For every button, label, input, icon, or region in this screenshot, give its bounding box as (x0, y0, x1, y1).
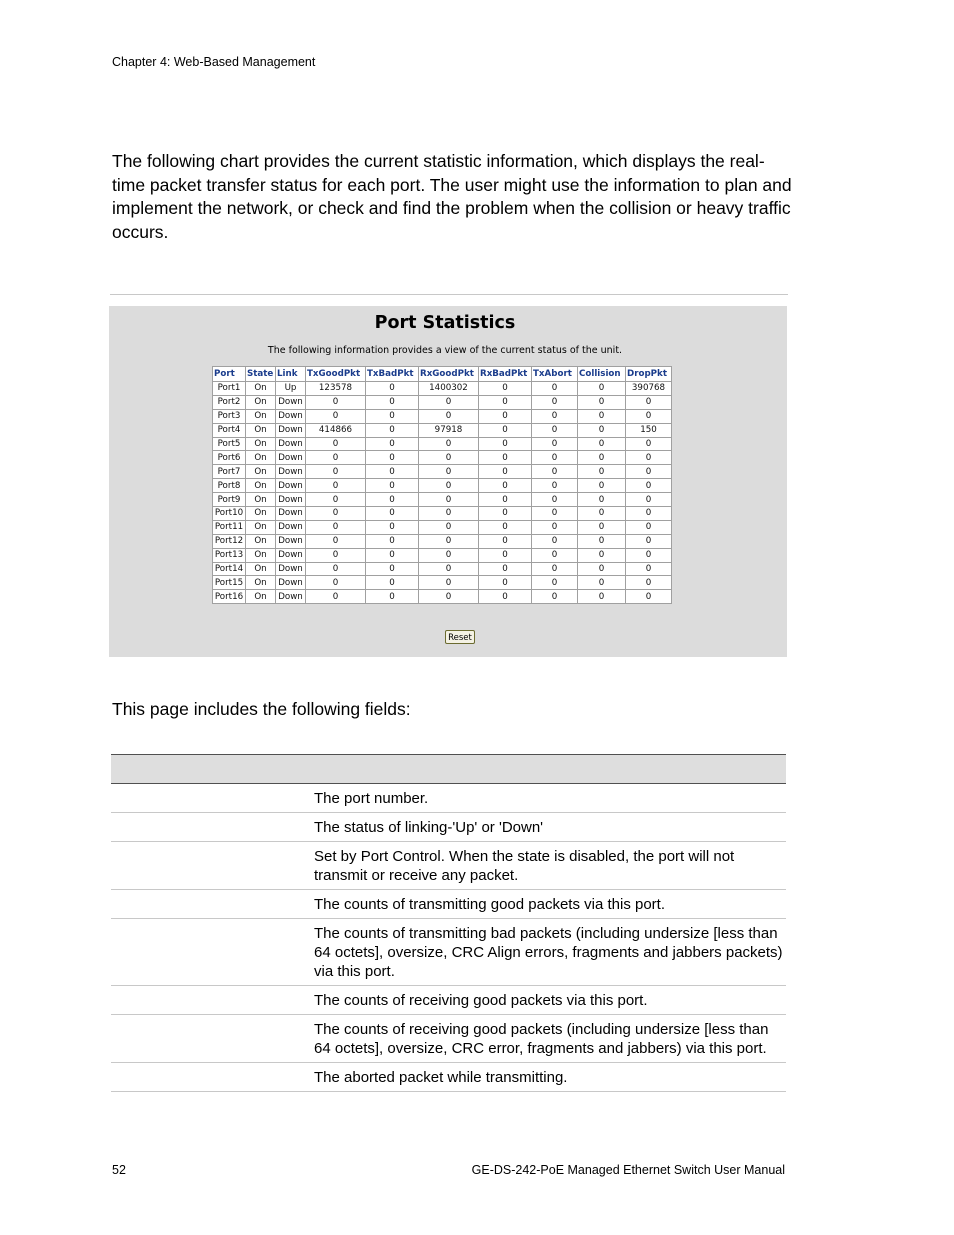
field-description: Set by Port Control. When the state is disabled, the port will not transmit or receive any packet. (314, 848, 735, 884)
table-cell: 0 (479, 410, 531, 423)
table-cell: 0 (479, 465, 531, 478)
table-cell: 0 (578, 535, 625, 548)
table-cell: Port5 (213, 438, 245, 451)
table-cell: 0 (306, 438, 365, 451)
table-cell: 0 (366, 521, 418, 534)
table-cell: 0 (366, 465, 418, 478)
table-cell: 0 (306, 590, 365, 603)
column-header: DropPkt (626, 367, 671, 381)
intro-paragraph: The following chart provides the current statistic information, which displays the real-time packet transfer status for each port. The user might use the information to plan and implement the network, or check and find the problem when the collision or heavy traffic occurs. (112, 151, 792, 242)
table-cell: 0 (532, 549, 577, 562)
table-cell: 0 (306, 451, 365, 464)
table-cell: 0 (306, 521, 365, 534)
table-cell: 0 (626, 493, 671, 506)
table-cell: 0 (306, 507, 365, 520)
field-row (111, 1063, 786, 1092)
table-cell: Port9 (213, 493, 245, 506)
table-row (213, 521, 671, 534)
field-description: The aborted packet while transmitting. (314, 1069, 568, 1086)
table-cell: On (246, 451, 275, 464)
table-cell: 0 (532, 493, 577, 506)
table-cell: 0 (419, 590, 478, 603)
table-cell: On (246, 549, 275, 562)
table-cell: On (246, 438, 275, 451)
table-cell: 0 (578, 465, 625, 478)
table-cell: 0 (366, 549, 418, 562)
field-description: The counts of receiving good packets via this port. (314, 992, 648, 1009)
table-cell: 0 (578, 507, 625, 520)
table-cell: 0 (532, 438, 577, 451)
table-cell: Down (276, 521, 305, 534)
table-cell: 0 (626, 521, 671, 534)
table-cell: 0 (532, 590, 577, 603)
table-cell: 0 (366, 424, 418, 437)
table-cell: 0 (306, 479, 365, 492)
table-row (213, 563, 671, 576)
table-cell: 0 (626, 465, 671, 478)
table-cell: 0 (419, 438, 478, 451)
table-cell: 0 (626, 563, 671, 576)
table-cell: 0 (419, 479, 478, 492)
table-row (213, 507, 671, 520)
table-cell: 0 (479, 507, 531, 520)
table-cell: On (246, 493, 275, 506)
table-cell: Port3 (213, 410, 245, 423)
table-cell: 0 (532, 521, 577, 534)
field-row (111, 986, 786, 1015)
screenshot-title: Port Statistics (374, 313, 516, 333)
table-cell: Down (276, 410, 305, 423)
table-cell: 0 (306, 396, 365, 409)
table-cell: 0 (366, 479, 418, 492)
table-cell: 0 (578, 424, 625, 437)
field-description-table (111, 754, 786, 1092)
table-cell: 0 (366, 396, 418, 409)
table-cell: On (246, 576, 275, 589)
table-cell: 0 (532, 424, 577, 437)
table-cell: 0 (419, 493, 478, 506)
table-cell: 150 (626, 424, 671, 437)
table-cell: 0 (419, 451, 478, 464)
table-cell: 0 (532, 396, 577, 409)
statistics-table-viewport[interactable] (212, 366, 678, 617)
table-cell: 0 (626, 535, 671, 548)
column-header: Port (213, 367, 245, 381)
table-cell: On (246, 590, 275, 603)
table-cell: Up (276, 382, 305, 395)
port-statistics-screenshot (109, 306, 787, 657)
table-cell: On (246, 410, 275, 423)
table-cell: 0 (532, 576, 577, 589)
table-row (213, 382, 671, 395)
table-cell: 0 (366, 382, 418, 395)
table-cell: 0 (479, 521, 531, 534)
table-cell: 0 (366, 507, 418, 520)
table-row (213, 396, 671, 409)
column-header: TxGoodPkt (306, 367, 365, 381)
column-header: State (247, 369, 274, 379)
column-header: RxBadPkt (479, 367, 531, 381)
table-cell: On (246, 396, 275, 409)
table-cell: 0 (578, 590, 625, 603)
table-cell: 0 (419, 535, 478, 548)
table-cell: Down (276, 493, 305, 506)
table-cell: 0 (578, 382, 625, 395)
table-cell: 0 (479, 535, 531, 548)
field-table-header (111, 754, 786, 784)
table-cell: Port14 (214, 564, 244, 575)
column-header: Collision (578, 367, 625, 381)
table-cell: 0 (479, 451, 531, 464)
table-row (213, 410, 671, 423)
table-row (213, 590, 671, 603)
table-cell: Down (276, 576, 305, 589)
table-cell: 97918 (419, 424, 478, 437)
table-cell: On (246, 563, 275, 576)
table-cell: On (246, 535, 275, 548)
table-cell: 0 (626, 507, 671, 520)
running-header: Chapter 4: Web-Based Management (112, 55, 316, 69)
table-row (213, 465, 671, 478)
table-cell: Port1 (213, 382, 245, 395)
table-cell: Down (276, 479, 305, 492)
table-cell: 0 (366, 451, 418, 464)
table-cell: 0 (578, 493, 625, 506)
table-cell: Port13 (214, 550, 244, 561)
table-cell: 0 (306, 465, 365, 478)
table-cell: 0 (532, 451, 577, 464)
table-cell: 0 (366, 576, 418, 589)
page-number: 52 (112, 1163, 126, 1177)
table-cell: Down (276, 590, 305, 603)
table-cell: 123578 (306, 382, 365, 395)
column-header: RxGoodPkt (419, 367, 478, 381)
field-row (111, 842, 786, 890)
field-description: The counts of transmitting good packets via this port. (314, 896, 666, 913)
table-cell: 0 (578, 396, 625, 409)
table-cell: 0 (479, 493, 531, 506)
table-cell: 0 (626, 576, 671, 589)
table-cell: On (246, 507, 275, 520)
table-cell: Down (276, 396, 305, 409)
table-row (213, 438, 671, 451)
table-cell: 0 (306, 493, 365, 506)
table-cell: 390768 (626, 382, 671, 395)
port-statistics-table (212, 366, 672, 604)
table-cell: 0 (419, 576, 478, 589)
field-description: The counts of transmitting bad packets (including undersize [less than 64 octets], oversize, CRC Align errors, fragments and jabbers packets) via this port. (314, 925, 783, 980)
table-cell: 0 (366, 493, 418, 506)
table-cell: 0 (419, 396, 478, 409)
table-cell: 0 (479, 479, 531, 492)
table-cell: Down (276, 507, 305, 520)
table-cell: Port2 (213, 396, 245, 409)
table-cell: 0 (532, 507, 577, 520)
table-cell: 0 (578, 549, 625, 562)
table-cell: 0 (578, 451, 625, 464)
manual-title: GE-DS-242-PoE Managed Ethernet Switch User Manual (471, 1163, 785, 1177)
column-header: Link (276, 367, 305, 381)
figure-divider (110, 294, 788, 295)
table-cell: 0 (626, 451, 671, 464)
table-cell: 0 (479, 438, 531, 451)
table-cell: 0 (479, 382, 531, 395)
table-cell: 0 (419, 465, 478, 478)
table-cell: On (246, 521, 275, 534)
table-cell: Port12 (214, 536, 244, 547)
table-row (213, 549, 671, 562)
field-row (111, 1015, 786, 1063)
table-row (213, 479, 671, 492)
table-cell: 0 (578, 563, 625, 576)
table-row (213, 535, 671, 548)
table-cell: Down (276, 465, 305, 478)
table-cell: Down (276, 549, 305, 562)
table-cell: 0 (626, 410, 671, 423)
table-cell: 0 (532, 465, 577, 478)
table-cell: Port10 (214, 508, 244, 519)
table-cell: 0 (306, 535, 365, 548)
table-cell: 0 (479, 576, 531, 589)
table-cell: 0 (366, 590, 418, 603)
reset-button[interactable]: Reset (445, 630, 475, 644)
table-cell: 0 (626, 396, 671, 409)
table-cell: 0 (306, 410, 365, 423)
table-cell: 0 (419, 521, 478, 534)
table-cell: 0 (532, 535, 577, 548)
table-cell: 0 (578, 521, 625, 534)
table-cell: Down (276, 438, 305, 451)
table-row (213, 451, 671, 464)
table-cell: 0 (578, 576, 625, 589)
column-header: TxAbort (532, 367, 577, 381)
table-cell: Down (276, 424, 305, 437)
table-cell: 0 (626, 590, 671, 603)
table-cell: 1400302 (419, 382, 478, 395)
field-row (111, 919, 786, 986)
field-row (111, 784, 786, 813)
table-cell: 0 (479, 590, 531, 603)
table-cell: 0 (366, 410, 418, 423)
field-row (111, 890, 786, 919)
table-cell: 0 (306, 549, 365, 562)
table-cell: 0 (532, 382, 577, 395)
table-cell: Port16 (214, 591, 244, 602)
table-cell: 0 (479, 563, 531, 576)
table-cell: Port11 (214, 522, 244, 533)
table-cell: 0 (306, 563, 365, 576)
table-cell: Down (276, 451, 305, 464)
table-cell: 0 (479, 549, 531, 562)
table-cell: 0 (419, 410, 478, 423)
table-cell: 0 (419, 507, 478, 520)
table-cell: On (246, 424, 275, 437)
table-cell: 0 (366, 535, 418, 548)
table-row (213, 493, 671, 506)
table-cell: 0 (532, 479, 577, 492)
table-cell: On (246, 465, 275, 478)
table-cell: Port6 (213, 451, 245, 464)
table-cell: 0 (626, 438, 671, 451)
field-description: The counts of receiving good packets (including undersize [less than 64 octets], oversize, CRC error, fragments and jabbers) via this port. (314, 1021, 769, 1057)
table-cell: 0 (532, 563, 577, 576)
table-cell: On (246, 382, 275, 395)
field-description: The port number. (314, 790, 429, 807)
table-cell: 0 (366, 438, 418, 451)
screenshot-subtitle: The following information provides a view of the current status of the unit. (267, 345, 623, 356)
table-cell: Port8 (213, 479, 245, 492)
table-cell: 0 (366, 563, 418, 576)
table-cell: Down (276, 535, 305, 548)
fields-intro: This page includes the following fields: (112, 699, 411, 719)
table-cell: 0 (626, 549, 671, 562)
table-row (213, 576, 671, 589)
table-cell: 0 (578, 438, 625, 451)
field-description: The status of linking-'Up' or 'Down' (314, 819, 544, 836)
column-header: TxBadPkt (366, 367, 418, 381)
table-cell: 0 (479, 424, 531, 437)
field-row (111, 813, 786, 842)
table-cell: 0 (578, 479, 625, 492)
table-cell: On (246, 479, 275, 492)
table-cell: Port4 (213, 424, 245, 437)
table-cell: 0 (578, 410, 625, 423)
table-cell: 0 (479, 396, 531, 409)
table-cell: 0 (626, 479, 671, 492)
table-cell: 0 (419, 563, 478, 576)
table-cell: Down (276, 563, 305, 576)
table-cell: 0 (306, 576, 365, 589)
table-cell: Port15 (214, 577, 244, 588)
table-cell: 414866 (306, 424, 365, 437)
table-cell: 0 (532, 410, 577, 423)
table-cell: 0 (419, 549, 478, 562)
table-cell: Port7 (213, 465, 245, 478)
table-row (213, 424, 671, 437)
